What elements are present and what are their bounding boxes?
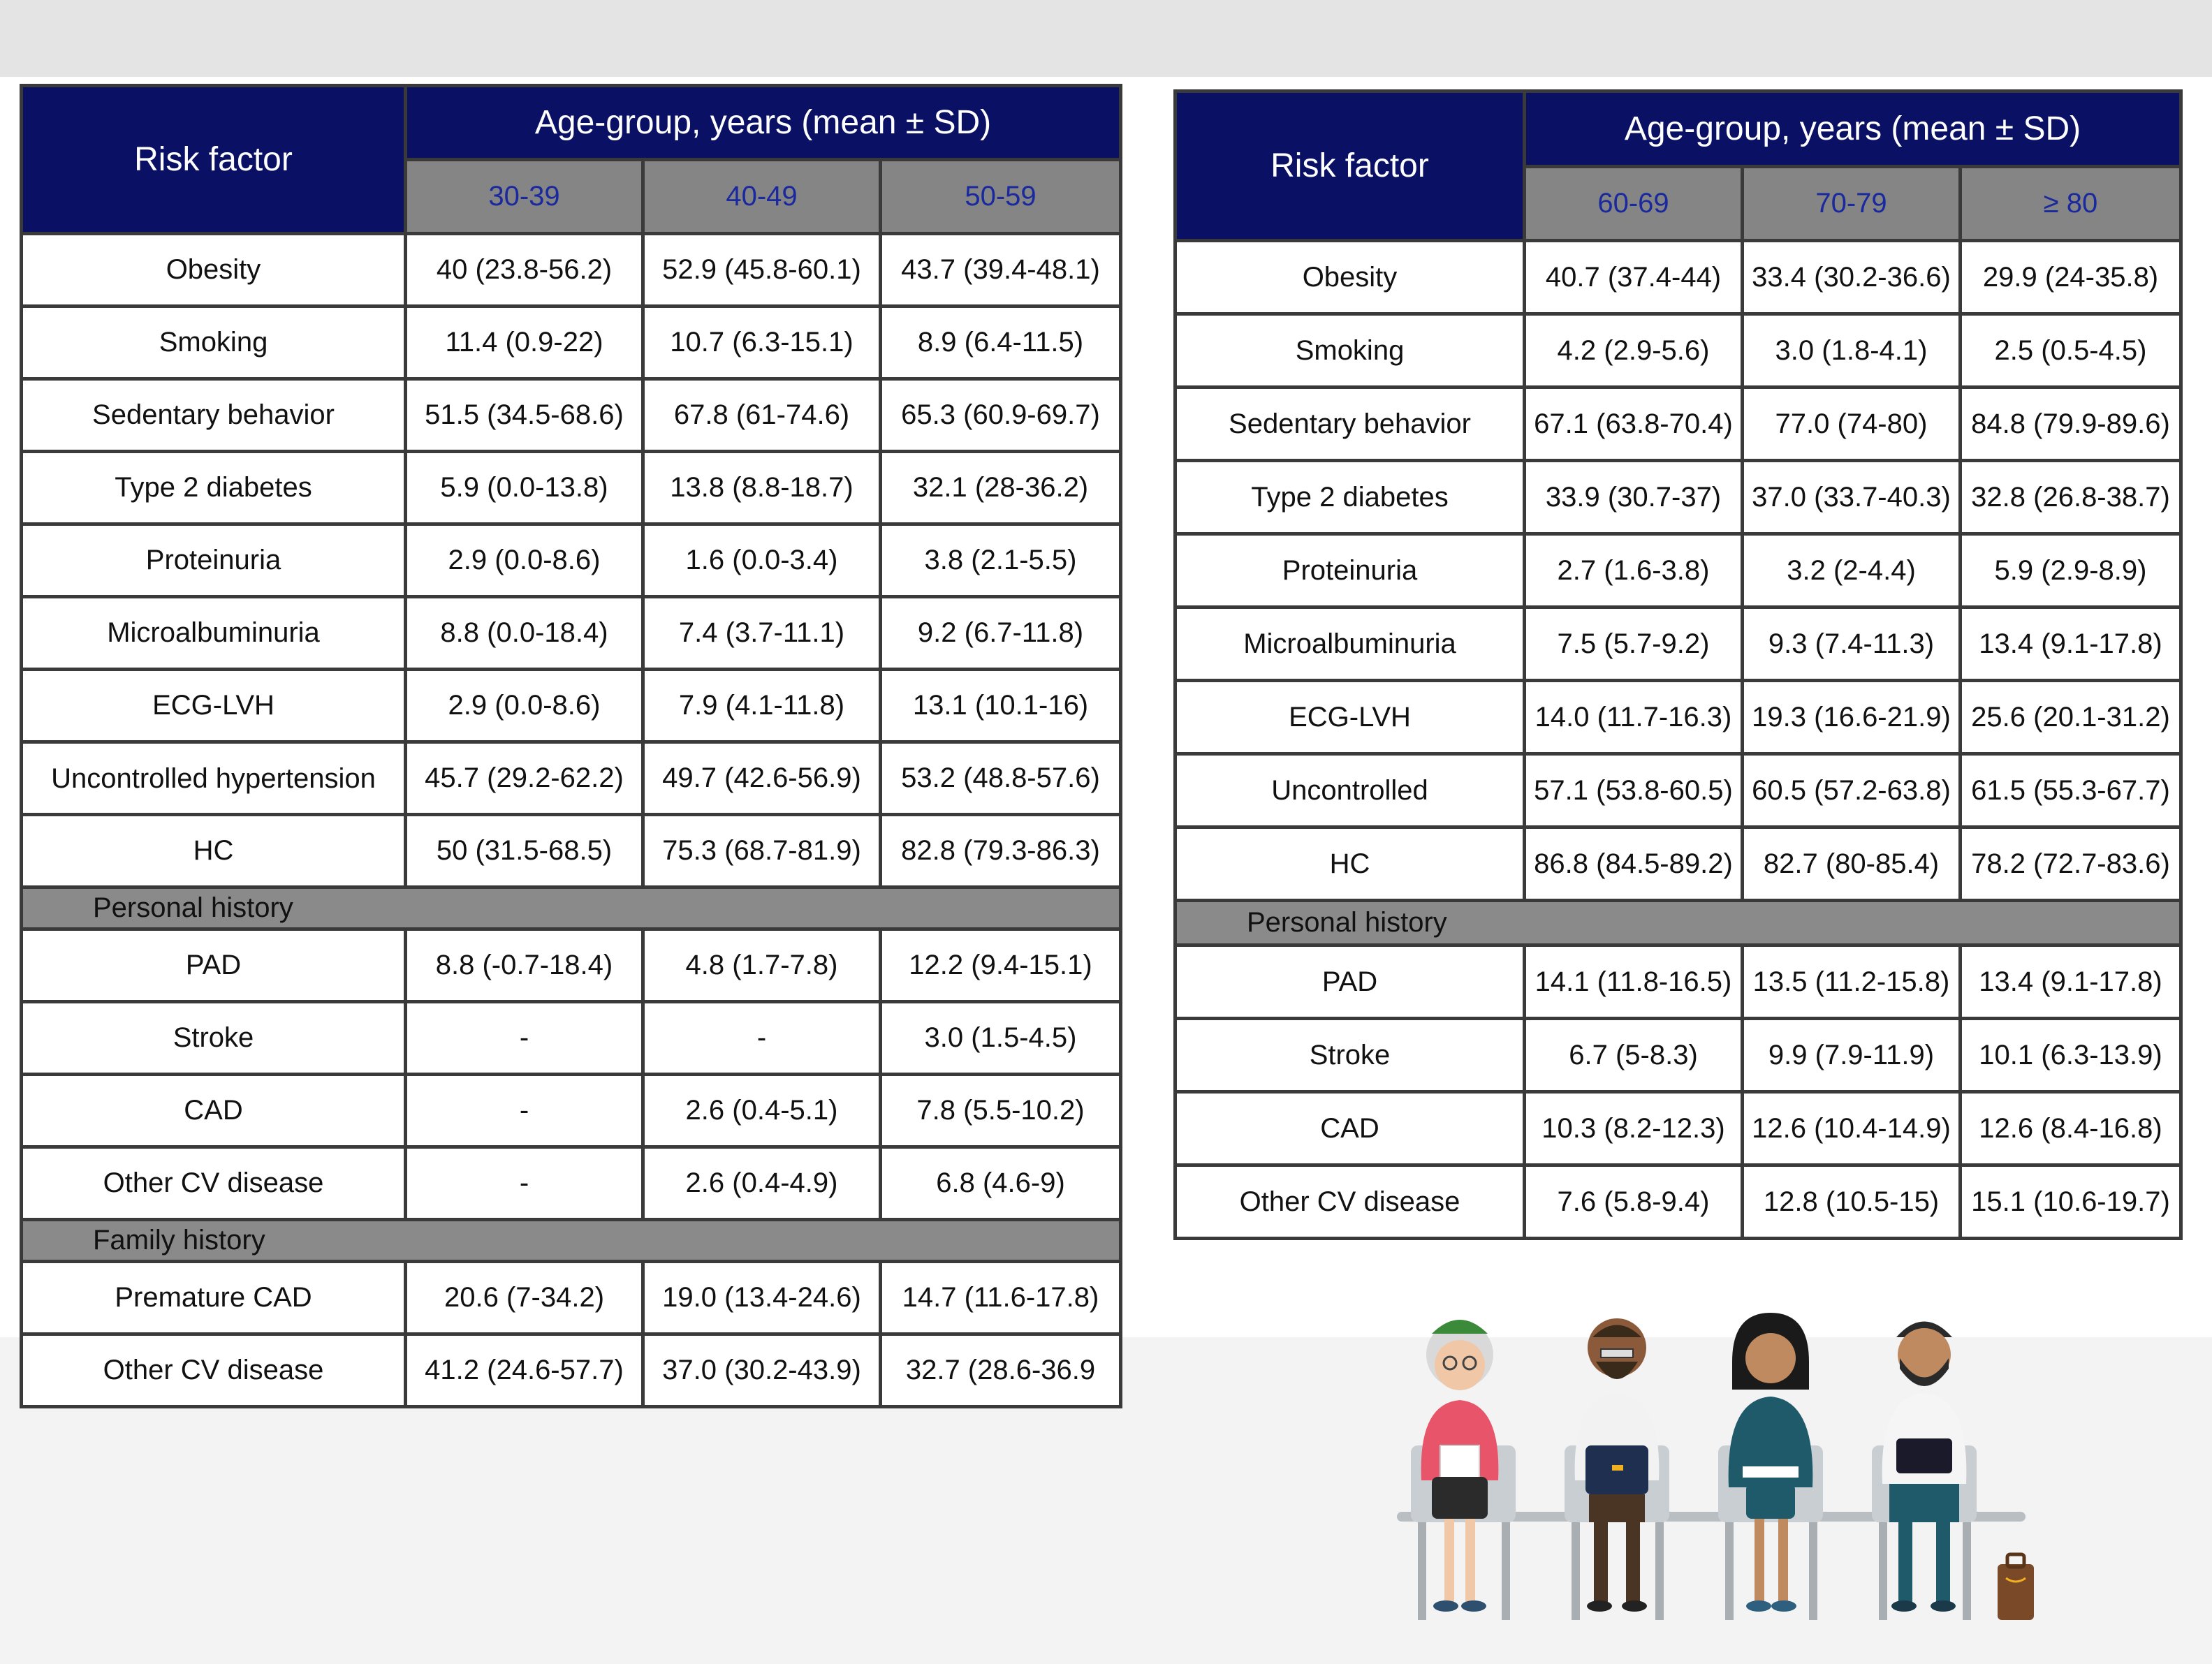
table-cell: 9.2 (6.7-11.8)	[881, 597, 1121, 670]
table-cell: -	[406, 1147, 643, 1220]
table-cell: 52.9 (45.8-60.1)	[643, 234, 881, 307]
table-cell: 2.6 (0.4-5.1)	[643, 1075, 881, 1147]
row-label: Sedentary behavior	[22, 379, 406, 452]
table-cell: 51.5 (34.5-68.6)	[406, 379, 643, 452]
table-cell: 8.8 (0.0-18.4)	[406, 597, 643, 670]
risk-factor-header: Risk factor	[22, 86, 406, 234]
row-label: Other CV disease	[1175, 1165, 1525, 1239]
table-row	[22, 307, 1121, 379]
table-cell: -	[406, 1075, 643, 1147]
person-woman-reading	[1718, 1313, 1823, 1620]
table-cell: 32.1 (28-36.2)	[881, 452, 1121, 524]
table-cell: 9.3 (7.4-11.3)	[1743, 608, 1961, 681]
row-label: Type 2 diabetes	[1175, 461, 1525, 534]
row-label: Obesity	[22, 234, 406, 307]
table-cell: 4.2 (2.9-5.6)	[1525, 314, 1743, 388]
table-row	[22, 234, 1121, 307]
table-cell: 9.9 (7.9-11.9)	[1743, 1019, 1961, 1092]
table-cell: -	[406, 1002, 643, 1075]
table-row	[22, 742, 1121, 815]
table-cell: 15.1 (10.6-19.7)	[1961, 1165, 2181, 1239]
row-label: Obesity	[1175, 241, 1525, 314]
table-cell: 3.0 (1.5-4.5)	[881, 1002, 1121, 1075]
table-cell: 19.0 (13.4-24.6)	[643, 1262, 881, 1334]
row-label: Smoking	[22, 307, 406, 379]
age-group-70-79: 70-79	[1743, 167, 1961, 241]
section-header-family-history: Family history	[22, 1220, 1121, 1262]
table-cell: 86.8 (84.5-89.2)	[1525, 827, 1743, 901]
table-cell: 10.3 (8.2-12.3)	[1525, 1092, 1743, 1165]
row-label: Other CV disease	[22, 1147, 406, 1220]
row-label: Smoking	[1175, 314, 1525, 388]
table-cell: 5.9 (0.0-13.8)	[406, 452, 643, 524]
table-cell: 14.0 (11.7-16.3)	[1525, 681, 1743, 754]
table-cell: 78.2 (72.7-83.6)	[1961, 827, 2181, 901]
table-cell: 8.8 (-0.7-18.4)	[406, 929, 643, 1002]
table-row	[1175, 534, 2181, 608]
table-cell: 7.6 (5.8-9.4)	[1525, 1165, 1743, 1239]
table-row	[1175, 388, 2181, 461]
age-group-50-59: 50-59	[881, 160, 1121, 234]
table-row	[22, 1334, 1121, 1407]
table-cell: 11.4 (0.9-22)	[406, 307, 643, 379]
table-row	[22, 815, 1121, 888]
table-cell: 2.9 (0.0-8.6)	[406, 670, 643, 742]
row-label: CAD	[22, 1075, 406, 1147]
table-cell: 32.8 (26.8-38.7)	[1961, 461, 2181, 534]
table-row	[22, 524, 1121, 597]
row-label: PAD	[1175, 945, 1525, 1019]
table-row	[1175, 608, 2181, 681]
row-label: HC	[22, 815, 406, 888]
table-row	[22, 1002, 1121, 1075]
table-row	[22, 452, 1121, 524]
table-row	[1175, 827, 2181, 901]
seated-people-illustration	[1390, 1299, 2074, 1641]
row-label: Microalbuminuria	[1175, 608, 1525, 681]
risk-factor-header: Risk factor	[1175, 91, 1525, 241]
table-cell: 32.7 (28.6-36.9	[881, 1334, 1121, 1407]
age-group-header: Age-group, years (mean ± SD)	[1525, 91, 2181, 167]
table-cell: 67.1 (63.8-70.4)	[1525, 388, 1743, 461]
table-cell: 3.0 (1.8-4.1)	[1743, 314, 1961, 388]
row-label: PAD	[22, 929, 406, 1002]
table-row	[22, 1262, 1121, 1334]
risk-factor-table-left	[20, 84, 1122, 1408]
row-label: CAD	[1175, 1092, 1525, 1165]
table-row	[1175, 1092, 2181, 1165]
table-row	[22, 379, 1121, 452]
table-cell: 50 (31.5-68.5)	[406, 815, 643, 888]
table-cell: 7.4 (3.7-11.1)	[643, 597, 881, 670]
table-cell: 7.8 (5.5-10.2)	[881, 1075, 1121, 1147]
table-cell: 37.0 (33.7-40.3)	[1743, 461, 1961, 534]
table-cell: 13.1 (10.1-16)	[881, 670, 1121, 742]
table-cell: 14.7 (11.6-17.8)	[881, 1262, 1121, 1334]
table-row	[1175, 681, 2181, 754]
table-cell: 7.5 (5.7-9.2)	[1525, 608, 1743, 681]
table-cell: 45.7 (29.2-62.2)	[406, 742, 643, 815]
table-row	[1175, 461, 2181, 534]
table-cell: 33.9 (30.7-37)	[1525, 461, 1743, 534]
table-cell: 12.6 (10.4-14.9)	[1743, 1092, 1961, 1165]
row-label: Uncontrolled	[1175, 754, 1525, 827]
table-cell: 84.8 (79.9-89.6)	[1961, 388, 2181, 461]
table-cell: 29.9 (24-35.8)	[1961, 241, 2181, 314]
row-label: Type 2 diabetes	[22, 452, 406, 524]
table-cell: 6.7 (5-8.3)	[1525, 1019, 1743, 1092]
table-cell: 57.1 (53.8-60.5)	[1525, 754, 1743, 827]
table-cell: 3.2 (2-4.4)	[1743, 534, 1961, 608]
table-cell: 65.3 (60.9-69.7)	[881, 379, 1121, 452]
table-row	[1175, 1019, 2181, 1092]
table-cell: 13.4 (9.1-17.8)	[1961, 945, 2181, 1019]
table-cell: 10.7 (6.3-15.1)	[643, 307, 881, 379]
table-cell: 2.5 (0.5-4.5)	[1961, 314, 2181, 388]
table-cell: 37.0 (30.2-43.9)	[643, 1334, 881, 1407]
row-label: HC	[1175, 827, 1525, 901]
table-cell: 61.5 (55.3-67.7)	[1961, 754, 2181, 827]
table-cell: 8.9 (6.4-11.5)	[881, 307, 1121, 379]
person-elderly-woman	[1411, 1320, 1516, 1620]
table-cell: 13.4 (9.1-17.8)	[1961, 608, 2181, 681]
table-cell: 43.7 (39.4-48.1)	[881, 234, 1121, 307]
age-group-header: Age-group, years (mean ± SD)	[406, 86, 1121, 160]
table-cell: 25.6 (20.1-31.2)	[1961, 681, 2181, 754]
table-cell: 41.2 (24.6-57.7)	[406, 1334, 643, 1407]
age-group-80-plus: ≥ 80	[1961, 167, 2181, 241]
table-cell: 2.9 (0.0-8.6)	[406, 524, 643, 597]
table-cell: 6.8 (4.6-9)	[881, 1147, 1121, 1220]
table-cell: 4.8 (1.7-7.8)	[643, 929, 881, 1002]
risk-factor-table-right	[1173, 89, 2183, 1240]
table-row	[22, 597, 1121, 670]
section-header-personal-history: Personal history	[22, 888, 1121, 929]
table-cell: 13.5 (11.2-15.8)	[1743, 945, 1961, 1019]
person-man-briefcase	[1565, 1318, 1669, 1620]
table-cell: 75.3 (68.7-81.9)	[643, 815, 881, 888]
table-row	[22, 1075, 1121, 1147]
row-label: Uncontrolled hypertension	[22, 742, 406, 815]
table-cell: 7.9 (4.1-11.8)	[643, 670, 881, 742]
table-row	[1175, 945, 2181, 1019]
table-row	[1175, 754, 2181, 827]
row-label: Proteinuria	[1175, 534, 1525, 608]
row-label: Other CV disease	[22, 1334, 406, 1407]
table-row	[1175, 241, 2181, 314]
table-cell: 19.3 (16.6-21.9)	[1743, 681, 1961, 754]
table-cell: -	[643, 1002, 881, 1075]
table-cell: 12.2 (9.4-15.1)	[881, 929, 1121, 1002]
person-bearded-man-reading	[1872, 1322, 1977, 1621]
age-group-60-69: 60-69	[1525, 167, 1743, 241]
row-label: ECG-LVH	[1175, 681, 1525, 754]
table-cell: 77.0 (74-80)	[1743, 388, 1961, 461]
table-cell: 12.6 (8.4-16.8)	[1961, 1092, 2181, 1165]
table-cell: 2.7 (1.6-3.8)	[1525, 534, 1743, 608]
row-label: Stroke	[22, 1002, 406, 1075]
table-cell: 12.8 (10.5-15)	[1743, 1165, 1961, 1239]
table-cell: 2.6 (0.4-4.9)	[643, 1147, 881, 1220]
table-row	[22, 1147, 1121, 1220]
table-cell: 10.1 (6.3-13.9)	[1961, 1019, 2181, 1092]
row-label: Microalbuminuria	[22, 597, 406, 670]
table-cell: 14.1 (11.8-16.5)	[1525, 945, 1743, 1019]
table-cell: 3.8 (2.1-5.5)	[881, 524, 1121, 597]
row-label: Sedentary behavior	[1175, 388, 1525, 461]
table-cell: 40 (23.8-56.2)	[406, 234, 643, 307]
row-label: ECG-LVH	[22, 670, 406, 742]
section-header-personal-history: Personal history	[1175, 901, 2181, 945]
table-cell: 5.9 (2.9-8.9)	[1961, 534, 2181, 608]
table-cell: 40.7 (37.4-44)	[1525, 241, 1743, 314]
table-cell: 53.2 (48.8-57.6)	[881, 742, 1121, 815]
row-label: Proteinuria	[22, 524, 406, 597]
table-cell: 60.5 (57.2-63.8)	[1743, 754, 1961, 827]
table-row	[22, 670, 1121, 742]
table-cell: 49.7 (42.6-56.9)	[643, 742, 881, 815]
table-row	[22, 929, 1121, 1002]
row-label: Stroke	[1175, 1019, 1525, 1092]
age-group-30-39: 30-39	[406, 160, 643, 234]
table-cell: 82.8 (79.3-86.3)	[881, 815, 1121, 888]
table-cell: 13.8 (8.8-18.7)	[643, 452, 881, 524]
age-group-40-49: 40-49	[643, 160, 881, 234]
table-cell: 67.8 (61-74.6)	[643, 379, 881, 452]
bag-icon	[1998, 1554, 2034, 1620]
top-banner	[0, 0, 2212, 77]
row-label: Premature CAD	[22, 1262, 406, 1334]
table-cell: 33.4 (30.2-36.6)	[1743, 241, 1961, 314]
table-cell: 82.7 (80-85.4)	[1743, 827, 1961, 901]
table-cell: 20.6 (7-34.2)	[406, 1262, 643, 1334]
table-row	[1175, 314, 2181, 388]
table-cell: 1.6 (0.0-3.4)	[643, 524, 881, 597]
table-row	[1175, 1165, 2181, 1239]
